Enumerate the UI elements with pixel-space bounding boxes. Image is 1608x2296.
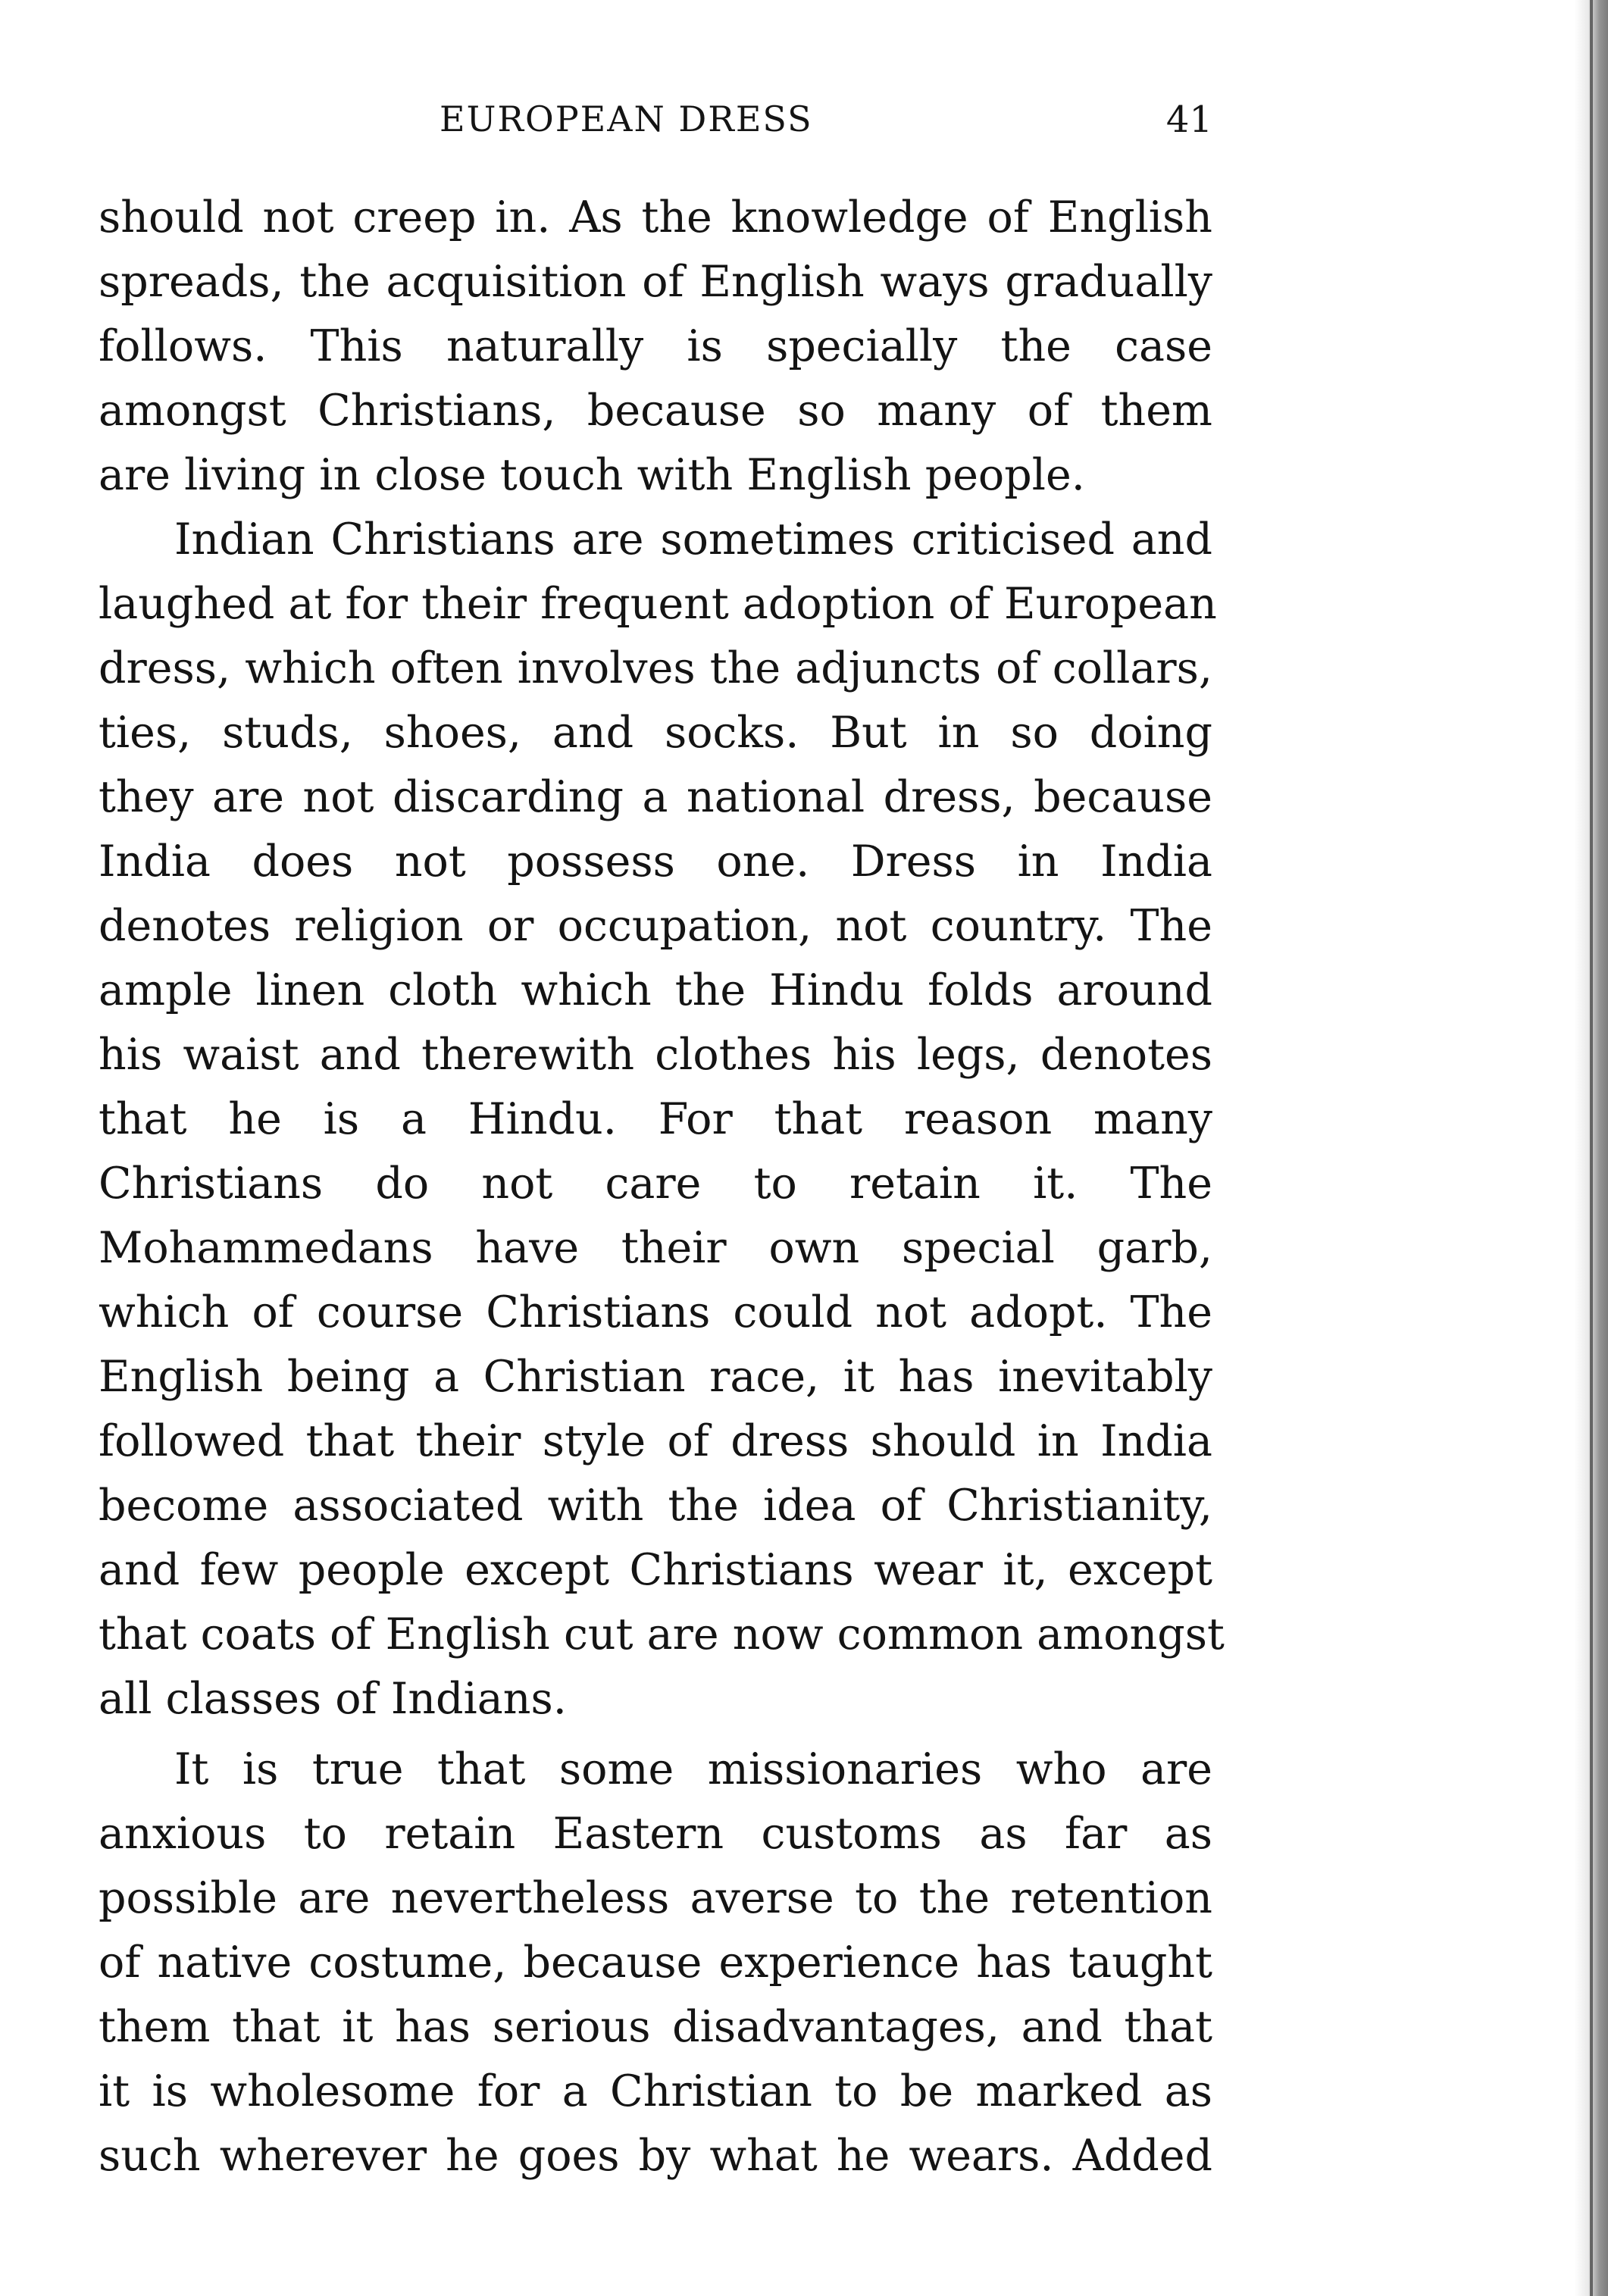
text-line: India does not possess one. Dress in India: [99, 837, 1212, 887]
text-line: should not creep in. As the knowledge of English: [99, 192, 1212, 242]
text-line: which of course Christians could not adopt. The: [99, 1287, 1212, 1337]
text-line: are living in close touch with English people.: [99, 450, 1085, 500]
text-line: his waist and therewith clothes his legs, denotes: [99, 1030, 1212, 1080]
text-line: followed that their style of dress should in India: [99, 1416, 1212, 1466]
text-line: follows. This naturally is specially the case: [99, 321, 1212, 371]
text-line: anxious to retain Eastern customs as far as: [99, 1809, 1212, 1859]
text-line: English being a Christian race, it has inevitably: [99, 1352, 1212, 1402]
text-line: they are not discarding a national dress, because: [99, 772, 1212, 822]
scan-edge-line: [1590, 0, 1593, 2296]
text-line: Mohammedans have their own special garb,: [99, 1223, 1212, 1273]
text-line: that coats of English cut are now common amongst: [99, 1609, 1225, 1659]
text-line: become associated with the idea of Christianity,: [99, 1481, 1212, 1531]
text-line: possible are nevertheless averse to the retention: [99, 1873, 1212, 1923]
running-title: EUROPEAN DRESS: [440, 99, 813, 139]
text-line: of native costume, because experience has taught: [99, 1938, 1212, 1988]
body-text: [99, 186, 1225, 2188]
text-line: all classes of Indians.: [99, 1674, 567, 1724]
text-line: such wherever he goes by what he wears. Added: [99, 2131, 1212, 2181]
text-line: laughed at for their frequent adoption of European: [99, 579, 1217, 629]
text-line: that he is a Hindu. For that reason many: [99, 1094, 1212, 1144]
text-line: and few people except Christians wear it, except: [99, 1545, 1212, 1595]
page-number: 41: [1165, 99, 1212, 141]
text-line: ample linen cloth which the Hindu folds around: [99, 965, 1212, 1015]
text-line: spreads, the acquisition of English ways gradually: [99, 257, 1212, 307]
text-line: amongst Christians, because so many of them: [99, 386, 1212, 436]
text-line: denotes religion or occupation, not country. The: [99, 901, 1212, 951]
text-line: it is wholesome for a Christian to be marked as: [99, 2066, 1212, 2116]
text-line: ties, studs, shoes, and socks. But in so doing: [99, 708, 1212, 758]
running-header: [99, 99, 1212, 152]
text-line: dress, which often involves the adjuncts of collars,: [99, 643, 1212, 693]
text-line: them that it has serious disadvantages, and that: [99, 2002, 1212, 2052]
text-line: Indian Christians are sometimes criticised and: [174, 515, 1212, 565]
text-line: It is true that some missionaries who are: [174, 1744, 1212, 1794]
text-line: Christians do not care to retain it. The: [99, 1159, 1212, 1209]
